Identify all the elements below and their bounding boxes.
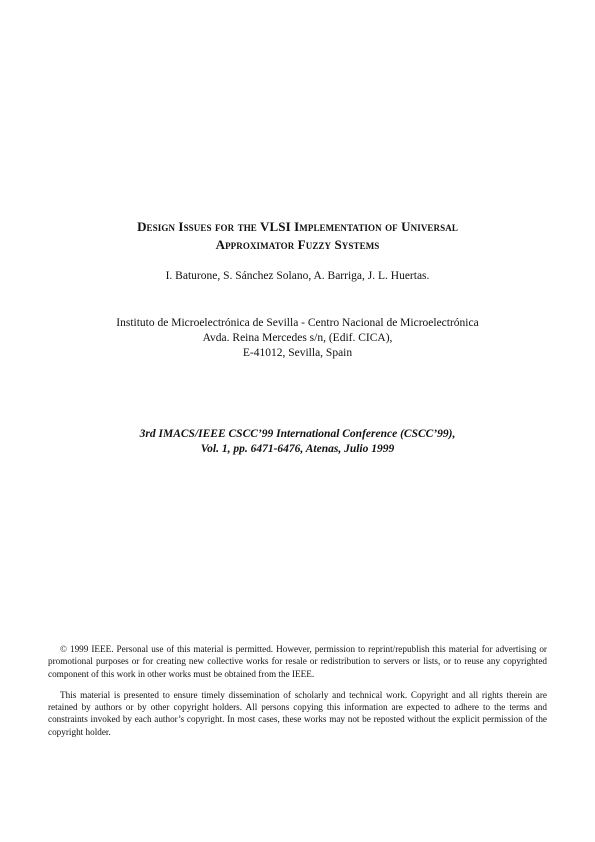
conference-volume-pages: Vol. 1, pp. 6471-6476, Atenas, Julio 1999 [200,443,395,455]
copyright-paragraph-ieee: © 1999 IEEE. Personal use of this material is permitted. However, permission to reprint/republish this material for advertising or promotional purposes or for creating new collective works for resale or redistribution to servers or lists, or to reuse any copyrighted component of this work in other works must be obtained from the IEEE. [48,644,547,679]
copyright-notice [48,643,547,738]
paper-title [40,218,555,254]
affiliation-street: Avda. Reina Mercedes s/n, (Edif. CICA), [202,332,393,344]
affiliation-city: E-41012, Sevilla, Spain [242,347,353,359]
affiliation-institution: Instituto de Microelectrónica de Sevilla - Centro Nacional de Microelectrónica [116,317,479,329]
author-list: I. Baturone, S. Sánchez Solano, A. Barriga, J. L. Huertas. [165,270,430,282]
paper-title-line-1: Design Issues for the VLSI Implementation of Universal [137,219,458,234]
paper-title-line-2: Approximator Fuzzy Systems [215,237,380,252]
conference-name: 3rd IMACS/IEEE CSCC’99 International Conference (CSCC’99), [139,428,456,440]
conference-citation [40,427,555,457]
affiliation-block [40,316,555,361]
copyright-paragraph-authors: This material is presented to ensure timely dissemination of scholarly and technical work. Copyright and all rights therein are retained by authors or by other copyright holders. All persons copying this information are expected to adhere to the terms and constraints invoked by each author’s copyright. In most cases, these works may not be reposted without the explicit permission of the copyright holder. [48,689,547,737]
